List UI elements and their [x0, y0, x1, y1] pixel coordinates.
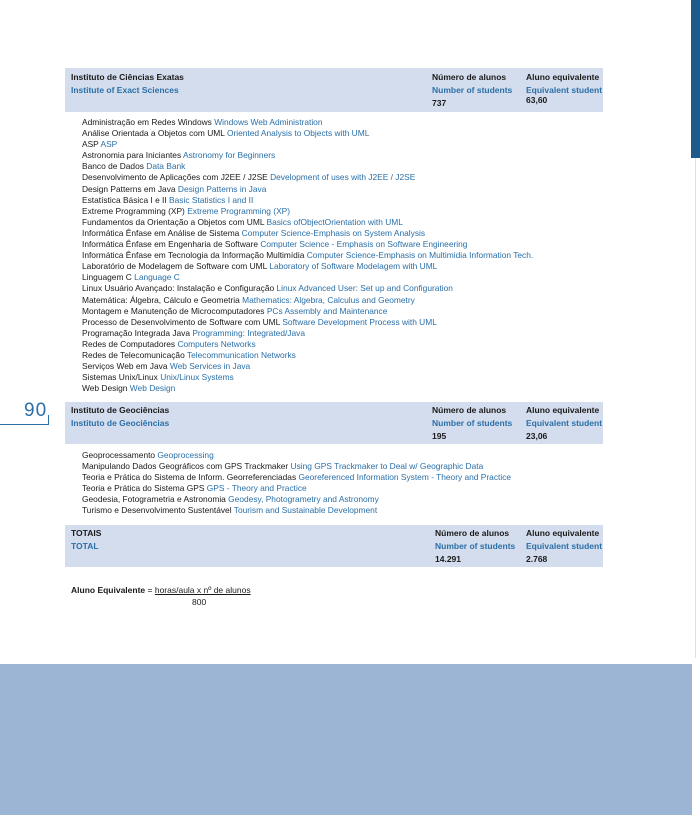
course-name-en: Geodesy, Photogrametry and Astronomy — [228, 494, 379, 505]
course-name-pt: Análise Orientada a Objetos com UML — [82, 128, 225, 139]
course-row — [82, 372, 533, 383]
students-header-en: Number of students — [432, 418, 513, 428]
course-name-pt: Informática Ênfase em Tecnologia da Informação Multimídia — [82, 250, 305, 261]
footer-color-band — [0, 664, 692, 815]
course-name-pt: Redes de Computadores — [82, 338, 176, 349]
course-row — [82, 172, 533, 183]
equivalent-header-pt: Aluno equivalente — [526, 72, 600, 82]
course-name-en: Extreme Programming (XP) — [187, 205, 291, 216]
totals-header — [65, 525, 603, 567]
course-row — [82, 472, 511, 483]
course-name-pt: Informática Ênfase em Análise de Sistema — [82, 227, 240, 238]
total-students-value: 14.291 — [435, 554, 461, 564]
course-row — [82, 461, 511, 472]
course-name-en: Mathematics: Algebra, Calculus and Geometry — [242, 294, 415, 305]
course-row — [82, 350, 533, 361]
course-name-en: Programming: Integrated/Java — [192, 327, 305, 338]
equivalent-student-formula — [71, 585, 251, 607]
course-name-en: Language C — [134, 272, 180, 283]
course-name-en: Web Services in Java — [169, 361, 251, 372]
course-name-en: Laboratory of Software Modelagem with UML — [269, 261, 438, 272]
course-row — [82, 339, 533, 350]
section-title-en: Instituto de Geociências — [71, 418, 170, 428]
course-name-en: PCs Assembly and Maintenance — [266, 305, 388, 316]
page-number-tick — [48, 415, 49, 425]
course-name-en: Computers Networks — [177, 338, 256, 349]
course-name-pt: Teoria e Prática do Sistema GPS — [82, 483, 205, 494]
course-name-en: Web Design — [129, 383, 176, 394]
course-name-pt: Processo de Desenvolvimento de Software com UML — [82, 316, 280, 327]
course-name-pt: Fundamentos da Orientação a Objetos com UML — [82, 216, 265, 227]
formula-numerator: horas/aula x nº de alunos — [154, 585, 251, 595]
course-name-en: Software Development Process with UML — [282, 316, 437, 327]
students-header-pt: Número de alunos — [432, 72, 507, 82]
course-row — [82, 239, 533, 250]
course-row — [82, 150, 533, 161]
course-row — [82, 272, 533, 283]
course-name-en: Development of uses with J2EE / J2SE — [270, 172, 416, 183]
totals-title-pt: TOTAIS — [71, 528, 102, 538]
students-value: 195 — [432, 431, 447, 441]
course-list-exact-sciences — [82, 117, 533, 394]
course-row — [82, 184, 533, 195]
course-row — [82, 505, 511, 516]
course-name-pt: Administração em Redes Windows — [82, 117, 212, 127]
course-name-en: Astronomy for Beginners — [183, 150, 276, 161]
students-header-en: Number of students — [435, 541, 516, 551]
formula-equals: = — [145, 585, 155, 595]
course-name-en: Unix/Linux Systems — [160, 372, 234, 383]
total-equivalent-value: 2.768 — [526, 554, 548, 564]
course-row — [82, 217, 533, 228]
course-name-pt: Linux Usuário Avançado: Instalação e Configuração — [82, 283, 275, 294]
section-title-pt: Instituto de Geociências — [71, 405, 170, 415]
course-name-en: Computer Science - Emphasis on Software Engineering — [260, 239, 468, 250]
page-number-rule — [0, 424, 48, 425]
course-row — [82, 250, 533, 261]
students-header-pt: Número de alunos — [432, 405, 507, 415]
course-name-en: Linux Advanced User: Set up and Configuration — [276, 283, 453, 294]
course-name-pt: Extreme Programming (XP) — [82, 205, 185, 216]
side-guide-line — [695, 158, 696, 658]
page-number: 90 — [24, 400, 48, 421]
course-name-pt: Teoria e Prática do Sistema de Inform. Georreferenciadas — [82, 472, 297, 483]
course-row — [82, 283, 533, 294]
section-header-geosciences — [65, 402, 603, 444]
totals-title-en: TOTAL — [71, 541, 99, 551]
equivalent-header-en: Equivalent student — [526, 541, 603, 551]
course-row — [82, 206, 533, 217]
course-name-en: Telecommunication Networks — [186, 349, 296, 360]
course-row — [82, 195, 533, 206]
course-name-pt: Astronomia para Iniciantes — [82, 150, 182, 161]
section-title-en: Institute of Exact Sciences — [71, 85, 179, 95]
course-row — [82, 128, 533, 139]
course-name-pt: Estatística Básica I e II — [82, 194, 167, 205]
course-name-en: Tourism and Sustainable Development — [233, 505, 378, 516]
course-name-pt: Manipulando Dados Geográficos com GPS Trackmaker — [82, 461, 289, 472]
equivalent-header-en: Equivalent student — [526, 85, 603, 95]
course-name-pt: Geodesia, Fotogrametria e Astronomia — [82, 494, 226, 505]
course-row — [82, 361, 533, 372]
course-row — [82, 450, 511, 461]
course-name-pt: Linguagem C — [82, 272, 132, 283]
students-header-pt: Número de alunos — [435, 528, 510, 538]
course-row — [82, 306, 533, 317]
students-value: 737 — [432, 98, 447, 108]
course-name-en: Basic Statistics I and II — [169, 194, 254, 205]
equivalent-header-en: Equivalent student — [526, 418, 603, 428]
course-row — [82, 383, 533, 394]
section-title-pt: Instituto de Ciências Exatas — [71, 72, 184, 82]
course-name-en: Geoprocessing — [157, 450, 214, 460]
course-row — [82, 328, 533, 339]
course-name-en: Using GPS Trackmaker to Deal w/ Geographic Data — [290, 461, 484, 472]
equivalent-value: 63,60 — [526, 95, 548, 105]
course-name-pt: Programação Integrada Java — [82, 327, 191, 338]
course-name-pt: Banco de Dados — [82, 161, 144, 172]
equivalent-header-pt: Aluno equivalente — [526, 405, 600, 415]
students-header-en: Number of students — [432, 85, 513, 95]
course-list-geosciences — [82, 450, 511, 517]
course-row — [82, 295, 533, 306]
course-name-pt: Informática Ênfase em Engenharia de Software — [82, 239, 258, 250]
course-name-pt: Turismo e Desenvolvimento Sustentável — [82, 505, 232, 516]
formula-label: Aluno Equivalente — [71, 585, 146, 595]
course-name-en: Data Bank — [146, 161, 186, 172]
course-name-en: Computer Science-Emphasis on Multimidia Information Tech. — [306, 250, 534, 261]
course-name-pt: Web Design — [82, 383, 128, 394]
course-row — [82, 483, 511, 494]
course-name-en: Basics ofObjectOrientation with UML — [266, 216, 403, 227]
equivalent-header-pt: Aluno equivalente — [526, 528, 600, 538]
course-name-pt: Montagem e Manutenção de Microcomputadores — [82, 305, 265, 316]
course-name-pt: Desenvolvimento de Aplicações com J2EE / J2SE — [82, 172, 268, 183]
course-name-pt: ASP — [82, 139, 99, 150]
course-name-pt: Design Patterns em Java — [82, 183, 176, 194]
course-name-pt: Sistemas Unix/Linux — [82, 372, 158, 383]
course-row — [82, 494, 511, 505]
section-header-exact-sciences — [65, 68, 603, 112]
course-row — [82, 261, 533, 272]
course-name-pt: Laboratório de Modelagem de Software com UML — [82, 261, 267, 272]
course-name-pt: Serviços Web em Java — [82, 361, 168, 372]
formula-denominator: 800 — [192, 597, 207, 607]
course-name-en: Computer Science-Emphasis on System Analysis — [241, 227, 426, 238]
side-accent-bar — [691, 0, 700, 158]
course-row — [82, 117, 533, 128]
course-row — [82, 139, 533, 150]
equivalent-value: 23,06 — [526, 431, 548, 441]
course-row — [82, 228, 533, 239]
course-row — [82, 161, 533, 172]
course-name-en: Design Patterns in Java — [177, 183, 267, 194]
course-name-en: Georeferenced Information System - Theory and Practice — [298, 472, 512, 483]
course-name-pt: Matemática: Álgebra, Cálculo e Geometria — [82, 294, 240, 305]
course-name-en: GPS - Theory and Practice — [206, 483, 307, 494]
course-name-en: Oriented Analysis to Objects with UML — [226, 128, 370, 139]
course-name-pt: Redes de Telecomunicação — [82, 349, 185, 360]
course-name-pt: Geoprocessamento — [82, 450, 156, 460]
course-name-en: ASP — [100, 139, 118, 150]
course-row — [82, 317, 533, 328]
course-name-en: Windows Web Administration — [214, 117, 323, 127]
